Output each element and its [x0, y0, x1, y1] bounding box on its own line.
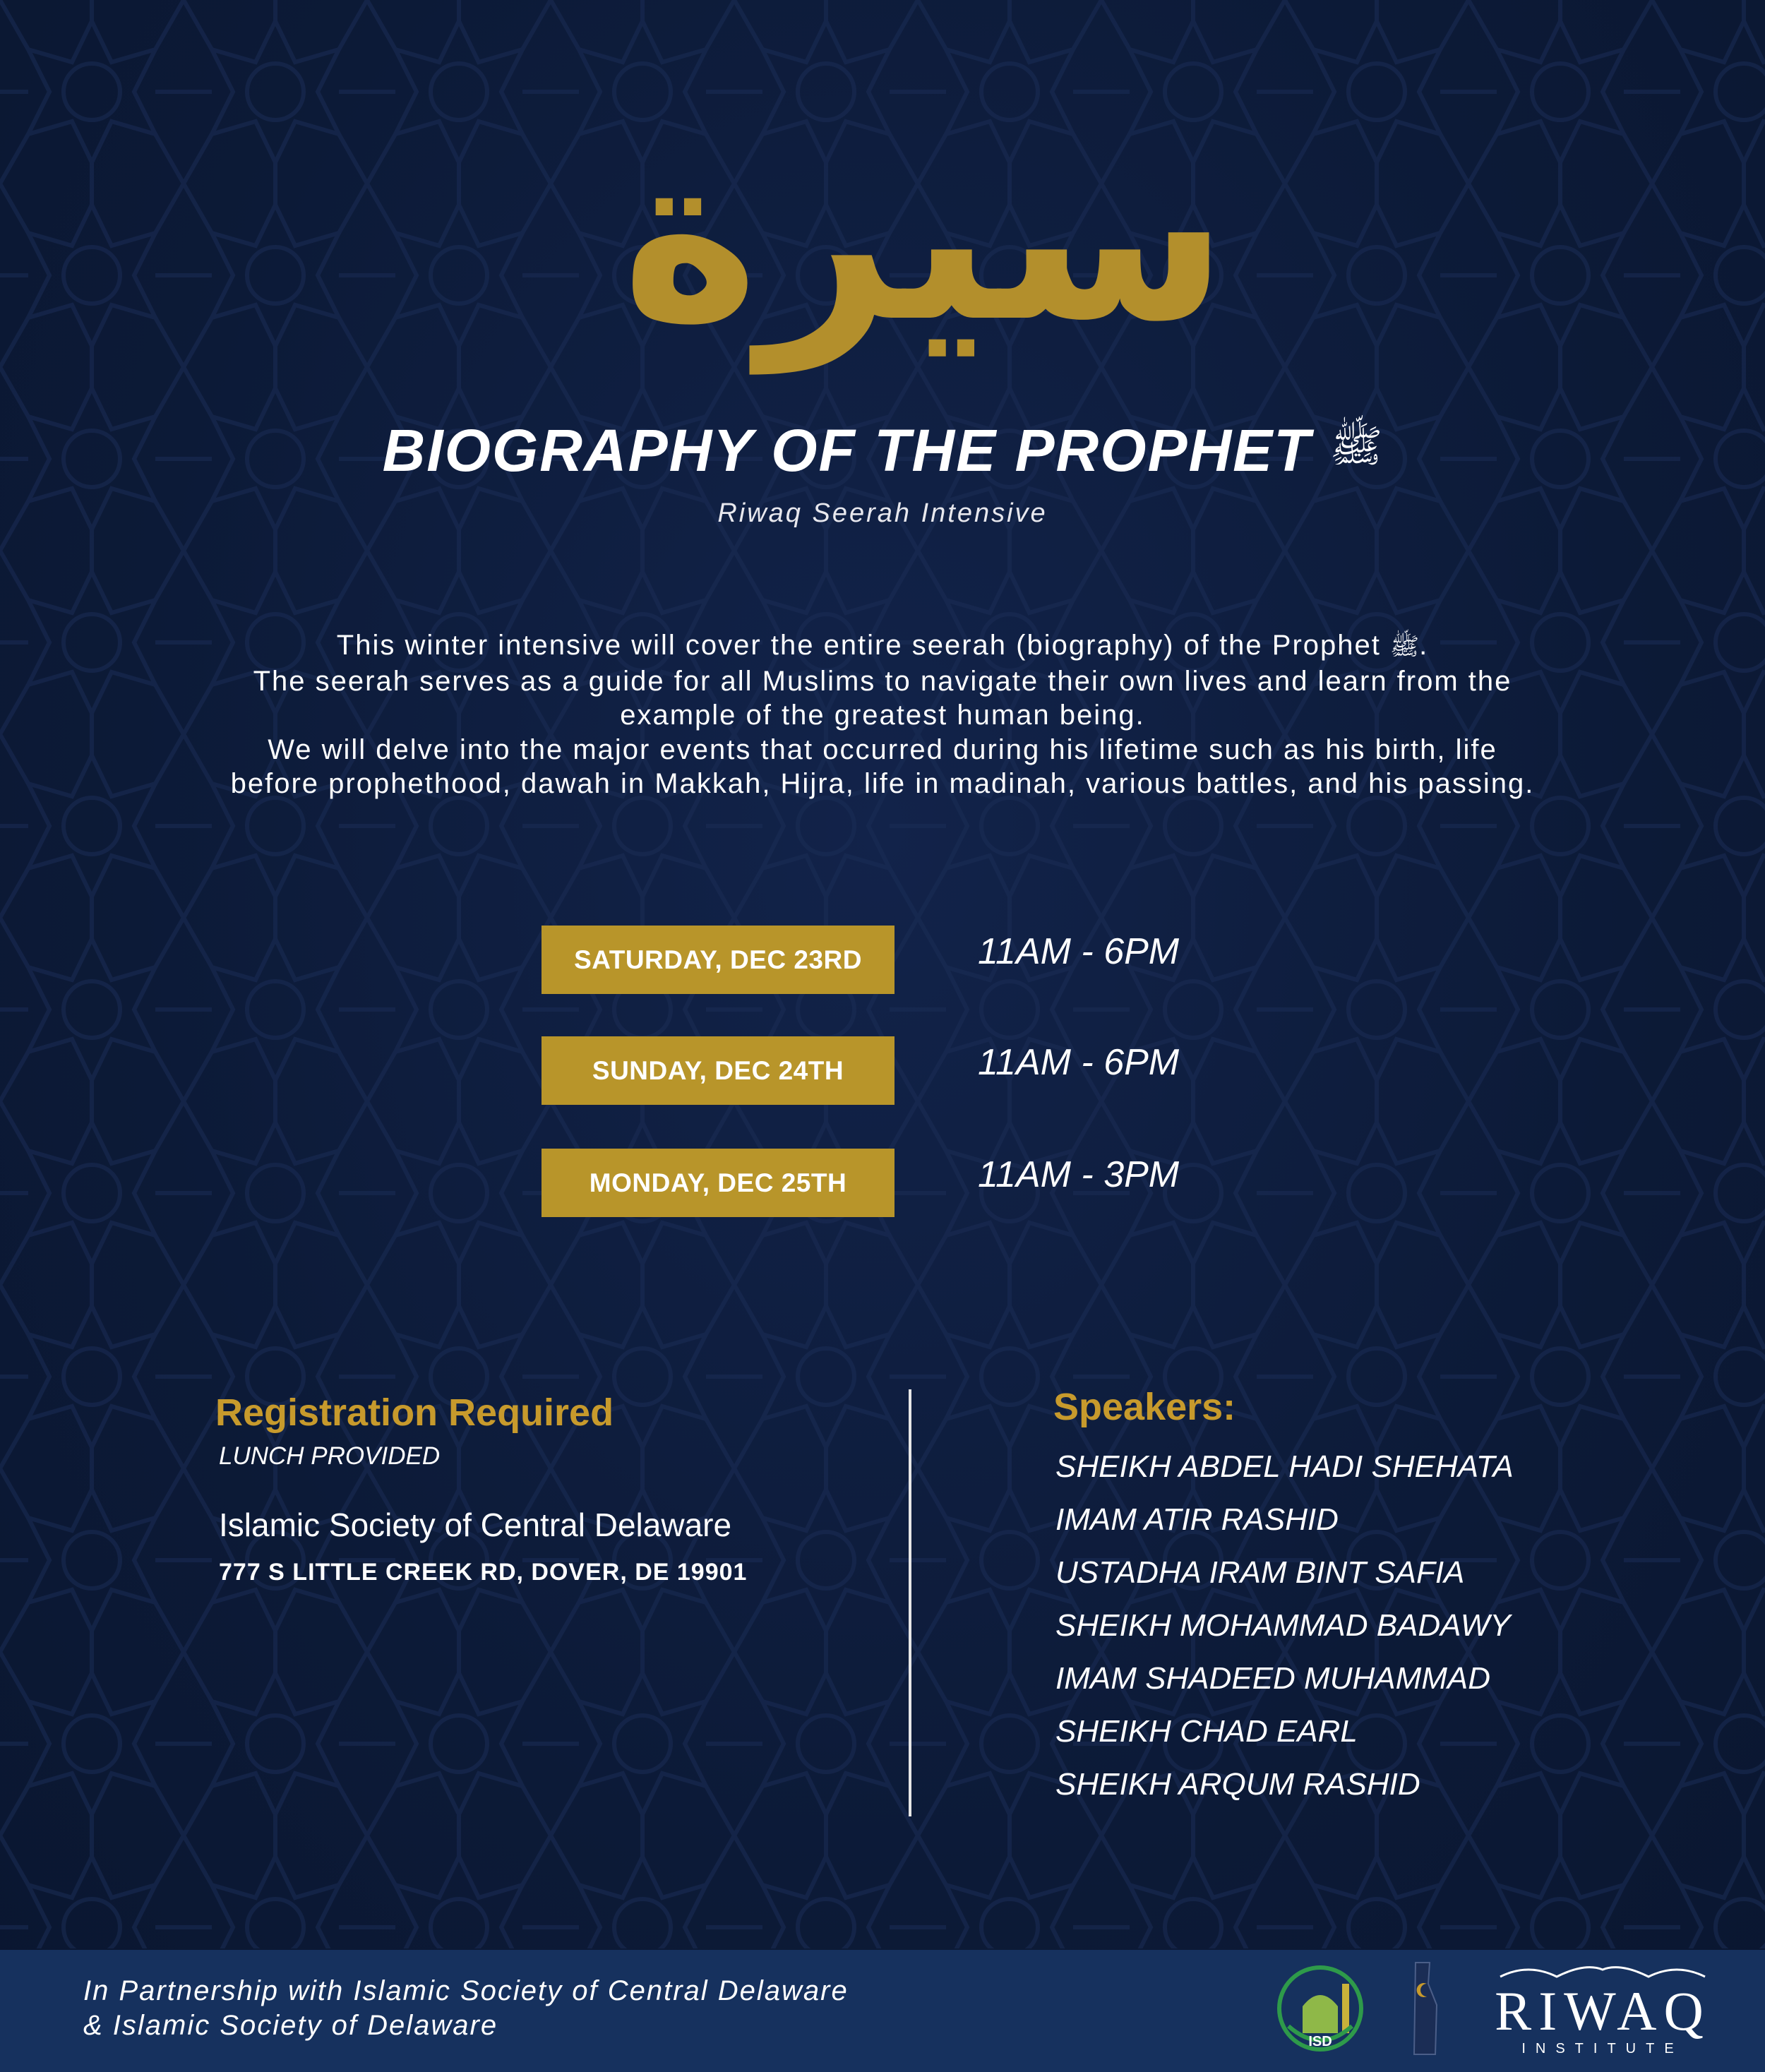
iscd-logo-icon	[1408, 1956, 1444, 2061]
subtitle: Riwaq Seerah Intensive	[717, 498, 1048, 528]
title-text: BIOGRAPHY OF THE PROPHET	[382, 417, 1312, 484]
description-line: example of the greatest human being.	[620, 700, 1145, 731]
registration-title: Registration Required	[215, 1391, 614, 1434]
partnership-line: In Partnership with Islamic Society of Central Delaware	[83, 1975, 849, 2006]
speaker-name: SHEIKH MOHAMMAD BADAWY	[1055, 1608, 1511, 1643]
venue-address: 777 S LITTLE CREEK RD, DOVER, DE 19901	[219, 1559, 748, 1586]
riwaq-institute-logo-icon	[1486, 1963, 1719, 2061]
description-line: This winter intensive will cover the entire seerah (biography) of the Prophet ﷺ.	[176, 628, 1588, 664]
honorific-icon: ﷺ	[1390, 633, 1420, 661]
speaker-name: SHEIKH ABDEL HADI SHEHATA	[1055, 1449, 1514, 1484]
speaker-name: SHEIKH ARQUM RASHID	[1055, 1767, 1420, 1802]
time-monday: 11AM - 3PM	[978, 1154, 1180, 1195]
speaker-name: USTADHA IRAM BINT SAFIA	[1055, 1555, 1465, 1590]
speaker-name: IMAM ATIR RASHID	[1055, 1502, 1339, 1537]
day-badge-monday: MONDAY, DEC 25TH	[542, 1149, 895, 1217]
speakers-title: Speakers:	[1053, 1386, 1236, 1428]
venue-name: Islamic Society of Central Delaware	[219, 1507, 732, 1543]
svg-text:ISD: ISD	[1308, 2034, 1332, 2049]
description-line: before prophethood, dawah in Makkah, Hijra, life in madinah, various battles, and his passing.	[230, 768, 1535, 800]
description-line: The seerah serves as a guide for all Muslims to navigate their own lives and learn from the	[253, 665, 1512, 697]
svg-text:سيرة: سيرة	[621, 102, 1228, 373]
partnership-text	[83, 1974, 849, 2043]
speaker-name: IMAM SHADEED MUHAMMAD	[1055, 1661, 1491, 1696]
honorific-icon: ﷺ	[1329, 419, 1383, 472]
day-badge-sunday: SUNDAY, DEC 24TH	[542, 1036, 895, 1105]
isd-logo-icon	[1274, 1963, 1366, 2054]
partnership-line: & Islamic Society of Delaware	[83, 2010, 498, 2041]
day-badge-saturday: SATURDAY, DEC 23RD	[542, 926, 895, 994]
time-saturday: 11AM - 6PM	[978, 931, 1180, 972]
svg-text:INSTITUTE: INSTITUTE	[1521, 2041, 1684, 2056]
svg-text:RIWAQ: RIWAQ	[1495, 1980, 1711, 2042]
divider	[909, 1389, 911, 1816]
speaker-name: SHEIKH CHAD EARL	[1055, 1714, 1358, 1749]
lunch-note: LUNCH PROVIDED	[219, 1442, 441, 1470]
description	[176, 628, 1588, 801]
seerah-calligraphy	[621, 102, 1228, 402]
description-line: We will delve into the major events that occurred during his lifetime such as his birth, life	[268, 733, 1497, 765]
speakers-list	[1055, 1446, 1514, 1816]
time-sunday: 11AM - 6PM	[978, 1042, 1180, 1083]
page-title	[0, 417, 1765, 485]
